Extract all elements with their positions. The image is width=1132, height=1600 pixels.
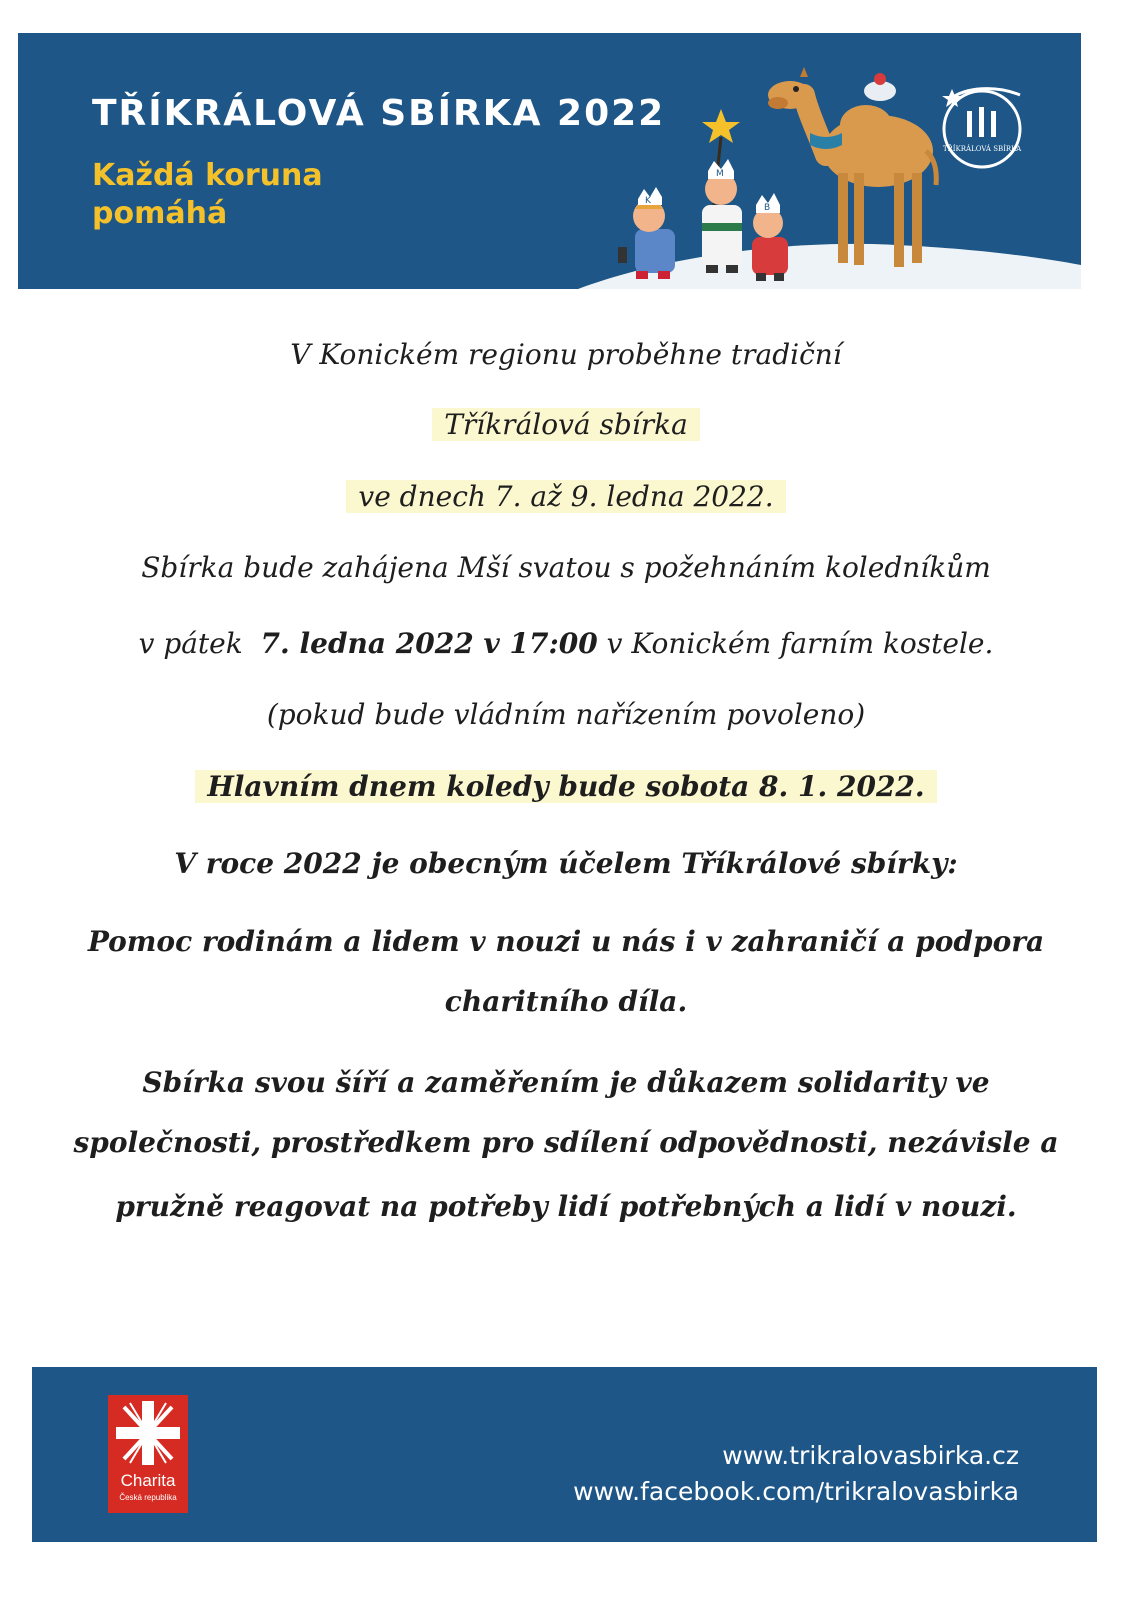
svg-text:K: K	[645, 196, 651, 206]
text-line-main-day	[0, 770, 1132, 803]
header-banner	[18, 33, 1081, 289]
svg-text:B: B	[764, 203, 771, 213]
king-m-figure	[702, 159, 742, 273]
king-b-figure	[752, 193, 788, 281]
highlighted-collection-name: Tříkrálová sbírka	[432, 408, 700, 441]
text-line-purpose-1: Pomoc rodinám a lidem v nouzi u nás i v zahraničí a podpora	[87, 925, 1045, 958]
footer-banner	[32, 1367, 1097, 1542]
text-line-solidarity-1: Sbírka svou šíří a zaměřením je důkazem solidarity ve	[142, 1066, 990, 1099]
camel-figure	[768, 67, 936, 267]
facebook-link[interactable]: www.facebook.com/trikralovasbirka	[573, 1477, 1019, 1506]
highlighted-dates: ve dnech 7. až 9. ledna 2022.	[346, 480, 785, 513]
highlighted-main-day: Hlavním dnem koledy bude sobota 8. 1. 2022.	[195, 770, 936, 803]
mass-date-pre: v pátek	[138, 627, 243, 660]
svg-text:M: M	[716, 169, 724, 179]
text-line-solidarity-3: pružně reagovat na potřeby lidí potřebných a lidí v nouzi.	[115, 1190, 1017, 1223]
mass-date-post: v Konickém farním kostele.	[606, 627, 994, 660]
text-line-mass: Sbírka bude zahájena Mší svatou s požehnáním koledníkům	[141, 551, 991, 584]
text-line-dates	[0, 480, 1132, 513]
charita-name: Charita	[120, 1471, 176, 1490]
text-line-solidarity-2: společnosti, prostředkem pro sdílení odpovědnosti, nezávisle a	[73, 1126, 1059, 1159]
charita-logo	[108, 1395, 188, 1513]
text-line-purpose-heading: V roce 2022 je obecným účelem Tříkrálové sbírky:	[174, 847, 958, 880]
svg-text:TŘÍKRÁLOVÁ SBÍRKA: TŘÍKRÁLOVÁ SBÍRKA	[942, 145, 1022, 153]
text-line-mass-date	[0, 627, 1132, 660]
text-line-purpose-2: charitního díla.	[444, 985, 688, 1018]
text-line-intro: V Konickém regionu proběhne tradiční	[290, 338, 842, 371]
charita-cross-icon	[108, 1395, 188, 1471]
three-kings-camel-illustration	[18, 33, 1081, 289]
banner-title: TŘÍKRÁLOVÁ SBÍRKA 2022	[92, 93, 666, 134]
mass-date-time: 7. ledna 2022 v 17:00	[260, 627, 598, 660]
text-line-condition: (pokud bude vládním nařízením povoleno)	[266, 698, 866, 731]
trikralova-sbirka-logo	[936, 81, 1026, 171]
banner-slogan: Každá koruna pomáhá	[92, 158, 323, 231]
text-line-collection-name	[0, 408, 1132, 441]
king-k-figure	[618, 187, 675, 279]
charita-subtitle: Česká republika	[119, 1493, 177, 1502]
website-link[interactable]: www.trikralovasbirka.cz	[722, 1441, 1019, 1470]
